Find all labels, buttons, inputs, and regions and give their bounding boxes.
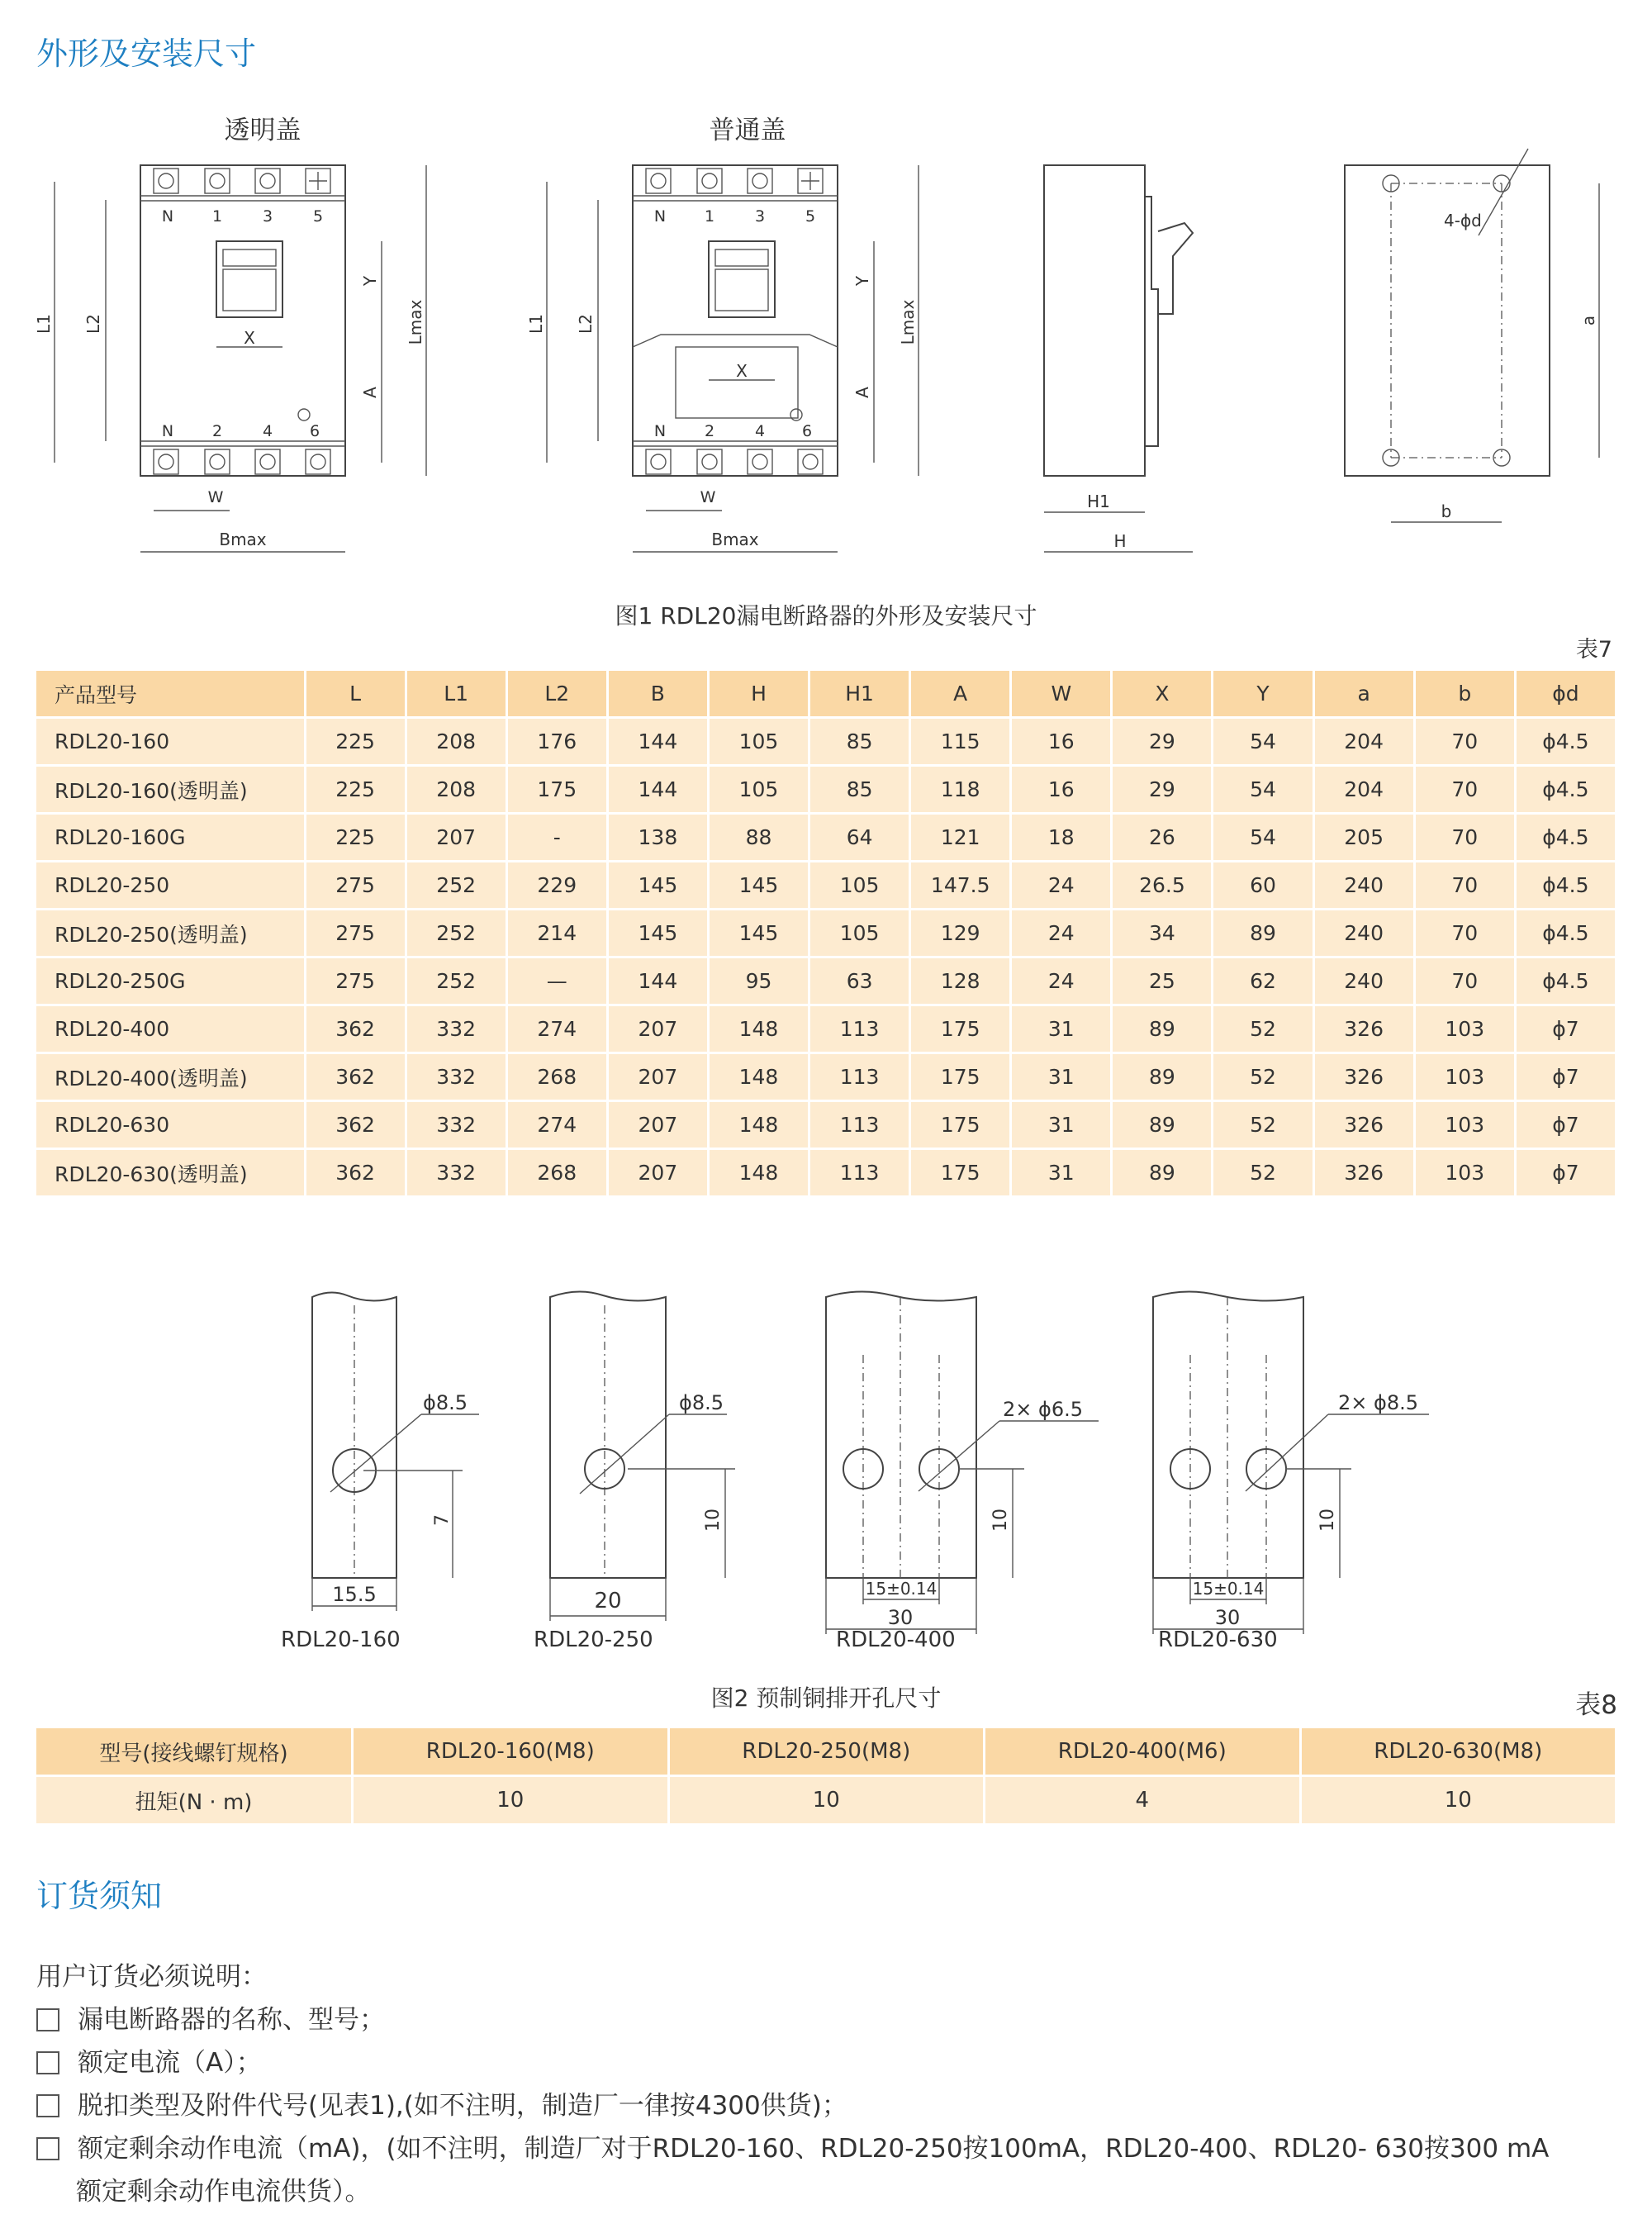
svg-text:L1: L1 xyxy=(526,314,546,334)
table-cell: ϕ7 xyxy=(1515,1053,1616,1101)
table-cell: 70 xyxy=(1414,718,1515,766)
mounting-hole-view xyxy=(1345,149,1599,522)
svg-text:L2: L2 xyxy=(576,314,596,334)
table-cell: 207 xyxy=(607,1053,708,1101)
model-cell: RDL20-630(透明盖) xyxy=(36,1149,305,1197)
table-cell: 89 xyxy=(1112,1053,1213,1101)
busbar-rdl20-630 xyxy=(1153,1291,1429,1634)
table-row xyxy=(36,814,1616,862)
table-cell: 89 xyxy=(1112,1101,1213,1149)
table-cell: 240 xyxy=(1313,862,1414,910)
dim-A: A xyxy=(360,387,380,398)
term-top-0: N xyxy=(161,207,174,226)
busbar-rdl20-400 xyxy=(826,1291,1099,1634)
header-cell: RDL20-250(M8) xyxy=(668,1728,985,1776)
table-cell: 88 xyxy=(708,814,809,862)
table-cell: 105 xyxy=(708,766,809,814)
model-cell: RDL20-160G xyxy=(36,814,305,862)
svg-text:Bmax: Bmax xyxy=(711,530,759,549)
model-cell: RDL20-160(透明盖) xyxy=(36,766,305,814)
table-cell: 121 xyxy=(910,814,1011,862)
table-cell: 52 xyxy=(1213,1005,1313,1053)
model-cell: RDL20-630 xyxy=(36,1101,305,1149)
table-cell: 24 xyxy=(1011,862,1112,910)
dim-L1: L1 xyxy=(34,314,54,334)
model-cell: RDL20-160 xyxy=(36,718,305,766)
table-cell: — xyxy=(506,957,607,1005)
svg-text:15±0.14: 15±0.14 xyxy=(865,1579,938,1599)
table-cell: 148 xyxy=(708,1101,809,1149)
model-cell: RDL20-250 xyxy=(36,862,305,910)
table-cell: 148 xyxy=(708,1149,809,1197)
table-cell: 52 xyxy=(1213,1149,1313,1197)
svg-text:ϕ8.5: ϕ8.5 xyxy=(423,1391,468,1414)
dim-Y: Y xyxy=(360,275,380,287)
svg-text:10: 10 xyxy=(990,1509,1011,1532)
checkbox-icon xyxy=(36,2051,59,2074)
breaker-side-view xyxy=(1044,165,1193,552)
table-cell: 268 xyxy=(506,1149,607,1197)
table-cell: 144 xyxy=(607,766,708,814)
table-cell: 103 xyxy=(1414,1101,1515,1149)
table-cell: 10 xyxy=(668,1776,985,1825)
table-cell: 362 xyxy=(305,1005,406,1053)
table-cell: 145 xyxy=(708,910,809,957)
checkbox-icon xyxy=(36,2094,59,2117)
table-cell: 240 xyxy=(1313,910,1414,957)
table-cell: 扭矩(N · m) xyxy=(36,1776,353,1825)
term-bot-2: 4 xyxy=(262,422,273,440)
table-cell: 175 xyxy=(910,1149,1011,1197)
svg-text:Lmax: Lmax xyxy=(898,299,918,345)
table-cell: 113 xyxy=(809,1101,910,1149)
table-cell: 95 xyxy=(708,957,809,1005)
table-cell: 138 xyxy=(607,814,708,862)
table-cell: 148 xyxy=(708,1005,809,1053)
header-cell: B xyxy=(607,671,708,718)
header-cell: X xyxy=(1112,671,1213,718)
list-item: 漏电断路器的名称、型号； xyxy=(36,1998,1549,2041)
header-cell: b xyxy=(1414,671,1515,718)
table-cell: 207 xyxy=(406,814,506,862)
svg-text:2× ϕ6.5: 2× ϕ6.5 xyxy=(1003,1398,1084,1421)
table-cell: 18 xyxy=(1011,814,1112,862)
dim-Lmax: Lmax xyxy=(406,299,425,345)
dim-H1: H1 xyxy=(1087,492,1110,511)
list-item: 脱扣类型及附件代号(见表1),(如不注明，制造厂一律按4300供货)； xyxy=(36,2084,1549,2127)
table-cell: 113 xyxy=(809,1053,910,1101)
term-bot-3: 6 xyxy=(309,422,320,440)
table-cell: 25 xyxy=(1112,957,1213,1005)
svg-text:10: 10 xyxy=(703,1509,724,1532)
header-cell: RDL20-630(M8) xyxy=(1300,1728,1616,1776)
table-cell: 10 xyxy=(1300,1776,1616,1825)
table-cell: 54 xyxy=(1213,814,1313,862)
table-cell: 118 xyxy=(910,766,1011,814)
table-cell: 225 xyxy=(305,766,406,814)
dim-H: H xyxy=(1113,531,1127,551)
table-cell: 175 xyxy=(910,1101,1011,1149)
table-cell: 70 xyxy=(1414,957,1515,1005)
table-cell: 252 xyxy=(406,862,506,910)
table-cell: 70 xyxy=(1414,862,1515,910)
ordering-notes xyxy=(36,1955,1549,2213)
label-transparent-cover: 透明盖 xyxy=(224,116,301,145)
table-cell: 52 xyxy=(1213,1101,1313,1149)
table-cell: 26.5 xyxy=(1112,862,1213,910)
table-cell: 225 xyxy=(305,814,406,862)
figure2-caption: 图2 预制铜排开孔尺寸 xyxy=(710,1684,942,1712)
table-cell: 4 xyxy=(985,1776,1301,1825)
table-row xyxy=(36,910,1616,957)
table-cell: 63 xyxy=(809,957,910,1005)
dim-hole: 4-ϕd xyxy=(1444,211,1482,230)
table-cell: 229 xyxy=(506,862,607,910)
svg-text:6: 6 xyxy=(801,422,813,440)
header-cell: Y xyxy=(1213,671,1313,718)
table-row xyxy=(36,957,1616,1005)
table-cell: 29 xyxy=(1112,718,1213,766)
svg-text:N: N xyxy=(653,422,667,440)
svg-text:X: X xyxy=(736,361,748,381)
table-cell: 70 xyxy=(1414,766,1515,814)
table-cell: 128 xyxy=(910,957,1011,1005)
fig2-model-0: RDL20-160 xyxy=(281,1627,401,1652)
breaker-front-normal xyxy=(526,165,919,552)
table-row xyxy=(36,1005,1616,1053)
table-cell: 54 xyxy=(1213,718,1313,766)
table-cell: 207 xyxy=(607,1005,708,1053)
svg-text:20: 20 xyxy=(594,1589,622,1613)
table-row xyxy=(36,1101,1616,1149)
table-cell: 85 xyxy=(809,718,910,766)
breaker-front-transparent xyxy=(34,165,426,552)
table-cell: 252 xyxy=(406,957,506,1005)
term-top-1: 1 xyxy=(211,207,223,226)
table-cell: 326 xyxy=(1313,1101,1414,1149)
table-row xyxy=(36,1149,1616,1197)
table-cell: 60 xyxy=(1213,862,1313,910)
table-cell: 113 xyxy=(809,1149,910,1197)
table-cell: 145 xyxy=(607,862,708,910)
table8-label: 表8 xyxy=(1575,1690,1617,1720)
table-cell: 326 xyxy=(1313,1005,1414,1053)
header-cell: RDL20-160(M8) xyxy=(353,1728,669,1776)
table-cell: 332 xyxy=(406,1053,506,1101)
term-top-3: 5 xyxy=(312,207,324,226)
table-cell: 362 xyxy=(305,1101,406,1149)
svg-text:ϕ8.5: ϕ8.5 xyxy=(679,1391,724,1414)
table-cell: 175 xyxy=(506,766,607,814)
table-cell: 89 xyxy=(1112,1149,1213,1197)
table-row xyxy=(36,1053,1616,1101)
table-cell: 105 xyxy=(708,718,809,766)
table-cell: 252 xyxy=(406,910,506,957)
svg-text:2× ϕ8.5: 2× ϕ8.5 xyxy=(1338,1391,1419,1414)
table-cell: 147.5 xyxy=(910,862,1011,910)
table-cell: 175 xyxy=(910,1005,1011,1053)
label-normal-cover: 普通盖 xyxy=(709,116,786,145)
svg-text:3: 3 xyxy=(754,207,766,226)
table-cell: - xyxy=(506,814,607,862)
table-cell: 204 xyxy=(1313,718,1414,766)
table-cell: 208 xyxy=(406,766,506,814)
svg-text:15.5: 15.5 xyxy=(332,1583,377,1606)
header-cell: L xyxy=(305,671,406,718)
table-cell: 105 xyxy=(809,862,910,910)
busbar-rdl20-250 xyxy=(550,1291,735,1621)
fig2-model-3: RDL20-630 xyxy=(1158,1627,1278,1652)
table-cell: 275 xyxy=(305,957,406,1005)
svg-text:2: 2 xyxy=(704,422,715,440)
checkbox-icon xyxy=(36,2137,59,2160)
table-cell: 29 xyxy=(1112,766,1213,814)
table-cell: 26 xyxy=(1112,814,1213,862)
dim-Bmax: Bmax xyxy=(219,530,267,549)
dimension-table xyxy=(36,671,1617,1198)
table-cell: 144 xyxy=(607,718,708,766)
section-title-dimensions: 外形及安装尺寸 xyxy=(36,36,257,72)
table-cell: 31 xyxy=(1011,1005,1112,1053)
table-cell: 31 xyxy=(1011,1053,1112,1101)
svg-text:1: 1 xyxy=(704,207,715,226)
table-cell: 274 xyxy=(506,1101,607,1149)
svg-text:7: 7 xyxy=(432,1514,453,1526)
checkbox-icon xyxy=(36,2008,59,2031)
svg-text:30: 30 xyxy=(1214,1606,1241,1629)
table-cell: ϕ4.5 xyxy=(1515,957,1616,1005)
table-cell: 362 xyxy=(305,1149,406,1197)
term-bot-1: 2 xyxy=(211,422,223,440)
table-cell: 34 xyxy=(1112,910,1213,957)
table-header-row xyxy=(36,1728,1616,1776)
table-cell: 16 xyxy=(1011,718,1112,766)
table-cell: 332 xyxy=(406,1149,506,1197)
fig2-model-2: RDL20-400 xyxy=(836,1627,956,1652)
table-cell: ϕ7 xyxy=(1515,1101,1616,1149)
table-cell: 70 xyxy=(1414,910,1515,957)
svg-text:Y: Y xyxy=(852,275,872,287)
table-cell: ϕ4.5 xyxy=(1515,766,1616,814)
table-cell: 268 xyxy=(506,1053,607,1101)
dim-b: b xyxy=(1441,501,1452,521)
dim-X: X xyxy=(244,328,255,348)
figure1-caption: 图1 RDL20漏电断路器的外形及安装尺寸 xyxy=(615,602,1037,630)
table-cell: 207 xyxy=(607,1101,708,1149)
table-cell: 62 xyxy=(1213,957,1313,1005)
table-cell: 113 xyxy=(809,1005,910,1053)
table-cell: 103 xyxy=(1414,1053,1515,1101)
term-top-2: 3 xyxy=(262,207,273,226)
header-cell: H xyxy=(708,671,809,718)
table-cell: 115 xyxy=(910,718,1011,766)
table-cell: 64 xyxy=(809,814,910,862)
svg-text:A: A xyxy=(852,387,872,398)
header-cell: ϕd xyxy=(1515,671,1616,718)
table-cell: 362 xyxy=(305,1053,406,1101)
table-cell: 326 xyxy=(1313,1053,1414,1101)
table-cell: 275 xyxy=(305,862,406,910)
table-cell: 70 xyxy=(1414,814,1515,862)
notes-intro: 用户订货必须说明： xyxy=(36,1962,267,1992)
svg-text:15±0.14: 15±0.14 xyxy=(1192,1579,1265,1599)
table-cell: 105 xyxy=(809,910,910,957)
section-title-ordering: 订货须知 xyxy=(36,1878,163,1914)
svg-text:5: 5 xyxy=(805,207,816,226)
svg-text:N: N xyxy=(653,207,667,226)
dim-W: W xyxy=(207,488,224,506)
header-cell: 型号(接线螺钉规格) xyxy=(36,1728,353,1776)
table-cell: 175 xyxy=(910,1053,1011,1101)
table-cell: 205 xyxy=(1313,814,1414,862)
list-item: 额定剩余动作电流（mA)，(如不注明，制造厂对于RDL20-160、RDL20-250按100mA，RDL20-400、RDL20- 630按300 mA xyxy=(36,2127,1549,2170)
busbar-rdl20-160 xyxy=(312,1292,479,1611)
table-cell: 103 xyxy=(1414,1149,1515,1197)
table-cell: 54 xyxy=(1213,766,1313,814)
table-cell: 24 xyxy=(1011,957,1112,1005)
header-cell: H1 xyxy=(809,671,910,718)
header-cell: A xyxy=(910,671,1011,718)
model-cell: RDL20-400(透明盖) xyxy=(36,1053,305,1101)
dim-L2: L2 xyxy=(83,314,103,334)
svg-text:W: W xyxy=(700,488,716,506)
table-cell: 148 xyxy=(708,1053,809,1101)
table-cell: 326 xyxy=(1313,1149,1414,1197)
table-cell: 332 xyxy=(406,1101,506,1149)
table-cell: 145 xyxy=(708,862,809,910)
table-cell: 208 xyxy=(406,718,506,766)
table-cell: ϕ7 xyxy=(1515,1005,1616,1053)
table-cell: 214 xyxy=(506,910,607,957)
fig2-model-1: RDL20-250 xyxy=(534,1627,653,1652)
table7-label: 表7 xyxy=(1575,637,1612,663)
header-cell: 产品型号 xyxy=(36,671,305,718)
table-cell: 89 xyxy=(1213,910,1313,957)
figure2-drawings xyxy=(0,1272,1652,1644)
table-row xyxy=(36,766,1616,814)
table-cell: 144 xyxy=(607,957,708,1005)
table-cell: ϕ4.5 xyxy=(1515,718,1616,766)
table-cell: 24 xyxy=(1011,910,1112,957)
table-cell: 89 xyxy=(1112,1005,1213,1053)
svg-text:30: 30 xyxy=(887,1606,914,1629)
table-cell: 275 xyxy=(305,910,406,957)
table-cell: 16 xyxy=(1011,766,1112,814)
table-row xyxy=(36,718,1616,766)
model-cell: RDL20-250(透明盖) xyxy=(36,910,305,957)
model-cell: RDL20-400 xyxy=(36,1005,305,1053)
table-cell: 207 xyxy=(607,1149,708,1197)
table-cell: ϕ7 xyxy=(1515,1149,1616,1197)
dim-a: a xyxy=(1578,315,1598,326)
table-cell: ϕ4.5 xyxy=(1515,814,1616,862)
table-cell: 145 xyxy=(607,910,708,957)
table-cell: 52 xyxy=(1213,1053,1313,1101)
header-cell: L1 xyxy=(406,671,506,718)
header-cell: a xyxy=(1313,671,1414,718)
table-cell: ϕ4.5 xyxy=(1515,910,1616,957)
table-cell: 274 xyxy=(506,1005,607,1053)
svg-text:10: 10 xyxy=(1317,1509,1338,1532)
table-cell: 129 xyxy=(910,910,1011,957)
term-bot-0: N xyxy=(161,422,174,440)
table-cell: 31 xyxy=(1011,1149,1112,1197)
list-item: 额定电流（A）； xyxy=(36,2041,1549,2084)
table-cell: ϕ4.5 xyxy=(1515,862,1616,910)
header-cell: L2 xyxy=(506,671,607,718)
table-row xyxy=(36,862,1616,910)
table-row xyxy=(36,1776,1616,1825)
table-cell: 10 xyxy=(353,1776,669,1825)
table-cell: 204 xyxy=(1313,766,1414,814)
table-cell: 225 xyxy=(305,718,406,766)
table-cell: 176 xyxy=(506,718,607,766)
table-cell: 31 xyxy=(1011,1101,1112,1149)
header-cell: W xyxy=(1011,671,1112,718)
header-cell: RDL20-400(M6) xyxy=(985,1728,1301,1776)
svg-text:4: 4 xyxy=(754,422,766,440)
model-cell: RDL20-250G xyxy=(36,957,305,1005)
table-cell: 103 xyxy=(1414,1005,1515,1053)
table-cell: 85 xyxy=(809,766,910,814)
table-cell: 332 xyxy=(406,1005,506,1053)
notes-continuation: 额定剩余动作电流供货）。 xyxy=(76,2177,371,2207)
table-header-row xyxy=(36,671,1616,718)
figure1-drawings xyxy=(0,99,1652,677)
table-cell: 240 xyxy=(1313,957,1414,1005)
torque-table xyxy=(36,1728,1617,1826)
